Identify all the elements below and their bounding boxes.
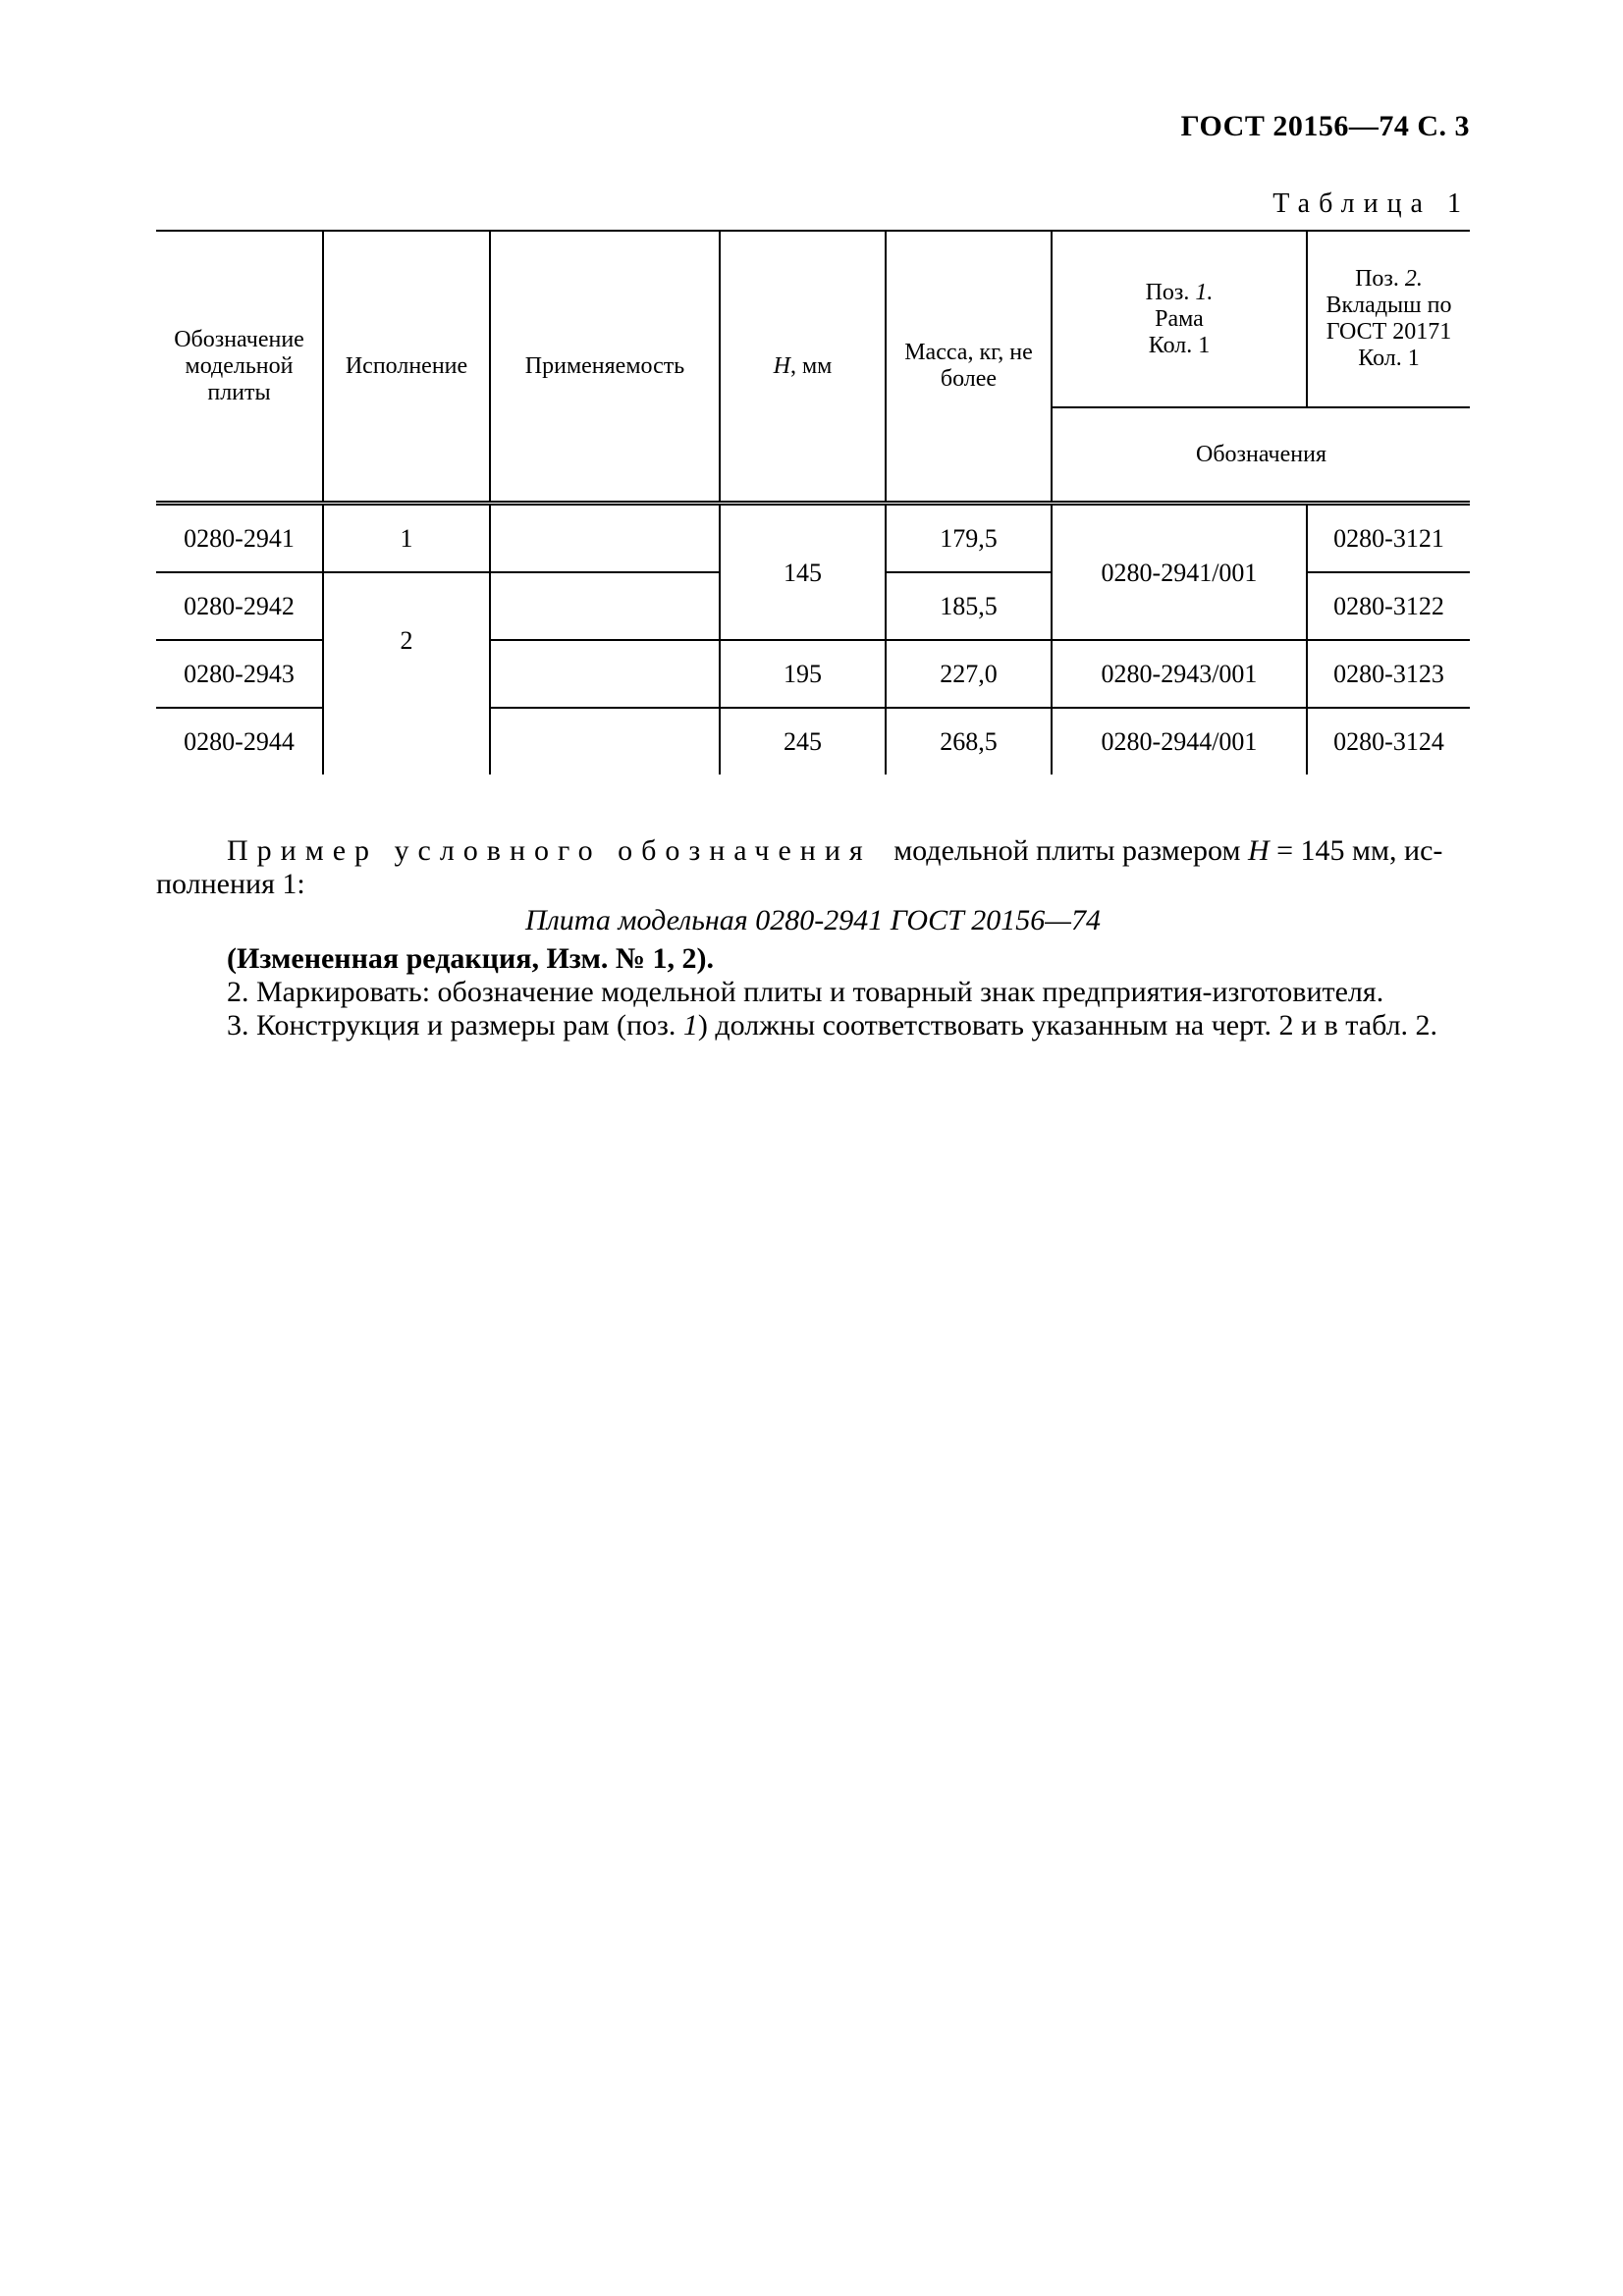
cell-pos2: 0280-3124 [1307,708,1470,774]
example-rest: модельной плиты размером H = 145 мм, ис- [879,834,1443,867]
col-header-applicability: Применяемость [490,231,720,504]
col-header-pos2 [1307,231,1470,407]
cell-mass: 185,5 [886,572,1052,640]
cell-version: 2 [323,572,490,774]
cell-mass: 268,5 [886,708,1052,774]
cell-pos2: 0280-3122 [1307,572,1470,640]
col-header-version: Исполнение [323,231,490,504]
col-header-mass: Масса, кг, не более [886,231,1052,504]
cell-designation: 0280-2941 [156,504,323,573]
example-formula: Плита модельная 0280-2941 ГОСТ 20156—74 [525,904,1101,936]
cell-designation: 0280-2943 [156,640,323,708]
pos2-qty: Кол. 1 [1358,346,1420,371]
table-header-row [156,231,1470,407]
example-lead: Пример условного обозначения [227,834,872,867]
pos1-title: Поз. 1. [1145,279,1214,305]
cell-pos1: 0280-2944/001 [1052,708,1307,774]
cell-designation: 0280-2942 [156,572,323,640]
cell-h: 195 [720,640,886,708]
cell-pos1: 0280-2943/001 [1052,640,1307,708]
pos1-name: Рама [1155,305,1204,332]
col-header-designations: Обозначения [1052,407,1470,504]
cell-designation: 0280-2944 [156,708,323,774]
example-paragraph [156,834,1470,868]
cell-version: 1 [323,504,490,573]
cell-h: 245 [720,708,886,774]
cell-pos2: 0280-3121 [1307,504,1470,573]
pos2-name: Вкладыш по ГОСТ 20171 [1325,293,1452,345]
item-2: 2. Маркировать: обозначение модельной плиты и товарный знак предприятия-изготовителя. [227,976,1384,1008]
cell-applicability [490,708,720,774]
cell-mass: 179,5 [886,504,1052,573]
pos2-title: Поз. 2. [1355,266,1423,292]
cell-applicability [490,572,720,640]
example-line2: полнения 1: [156,868,305,900]
col-header-pos1 [1052,231,1307,407]
cell-applicability [490,504,720,573]
page-header: ГОСТ 20156—74 С. 3 [1180,110,1470,142]
data-table [156,230,1470,774]
col-header-designation: Обозначение модельной плиты [156,231,323,504]
col-header-h: H, мм [720,231,886,504]
item-3: 3. Конструкция и размеры рам (поз. 1) должны соответствовать указанным на черт. 2 и в табл. 2. [227,1009,1438,1041]
table-caption: Таблица 1 [1272,188,1470,219]
cell-pos2: 0280-3123 [1307,640,1470,708]
cell-applicability [490,640,720,708]
amendment-note: (Измененная редакция, Изм. № 1, 2). [227,942,715,975]
cell-pos1: 0280-2941/001 [1052,504,1307,641]
cell-mass: 227,0 [886,640,1052,708]
pos1-qty: Кол. 1 [1148,332,1211,358]
cell-h: 145 [720,504,886,641]
table-row [156,504,1470,573]
